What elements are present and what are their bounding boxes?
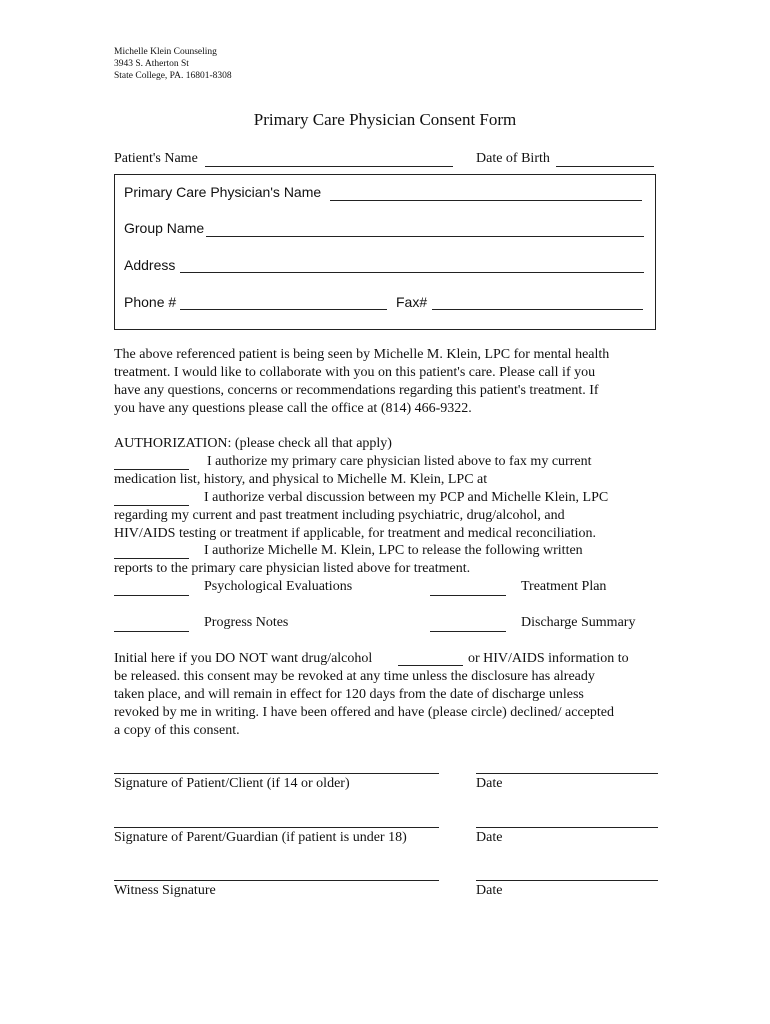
- phone-label: Phone #: [124, 294, 177, 310]
- auth-item-3-line-2: reports to the primary care physician listed above for treatment.: [114, 561, 471, 576]
- initial-line-2: be released. this consent may be revoked at any time unless the disclosure has already: [114, 669, 595, 684]
- auth-item-3-checkbox[interactable]: [114, 558, 189, 559]
- witness-date-line[interactable]: [476, 880, 658, 881]
- witness-date-label: Date: [476, 883, 503, 898]
- practice-name: Michelle Klein Counseling: [114, 47, 217, 57]
- pcp-name-field[interactable]: [330, 200, 642, 201]
- initial-line-1b: or HIV/AIDS information to: [468, 651, 629, 666]
- group-name-field[interactable]: [206, 236, 644, 237]
- patient-date-line[interactable]: [476, 773, 658, 774]
- address-label: Address: [124, 257, 176, 273]
- practice-street: 3943 S. Atherton St: [114, 59, 189, 69]
- auth-item-1-line-1: I authorize my primary care physician listed above to fax my current: [207, 454, 592, 469]
- date-of-birth-field[interactable]: [556, 166, 654, 167]
- initial-line-1a: Initial here if you DO NOT want drug/alcohol: [114, 651, 373, 666]
- auth-item-2-line-2: regarding my current and past treatment including psychiatric, drug/alcohol, and: [114, 508, 565, 523]
- form-title: Primary Care Physician Consent Form: [253, 110, 517, 129]
- discharge-summary-checkbox[interactable]: [430, 631, 506, 632]
- psych-eval-checkbox[interactable]: [114, 595, 189, 596]
- parent-date-label: Date: [476, 830, 503, 845]
- auth-item-1-checkbox[interactable]: [114, 469, 189, 470]
- patient-name-field[interactable]: [205, 166, 453, 167]
- fax-field[interactable]: [432, 309, 643, 310]
- psych-eval-label: Psychological Evaluations: [204, 579, 353, 594]
- auth-item-1-line-2: medication list, history, and physical to Michelle M. Klein, LPC at: [114, 472, 488, 487]
- parent-signature-line[interactable]: [114, 827, 439, 828]
- intro-line-2: treatment. I would like to collaborate with you on this patient's care. Please call if you: [114, 365, 596, 380]
- auth-item-2-line-1: I authorize verbal discussion between my PCP and Michelle Klein, LPC: [204, 490, 609, 505]
- initial-line-3: taken place, and will remain in effect for 120 days from the date of discharge unless: [114, 687, 584, 702]
- witness-signature-label: Witness Signature: [114, 883, 216, 898]
- treatment-plan-label: Treatment Plan: [521, 579, 607, 594]
- fax-label: Fax#: [396, 294, 428, 310]
- address-field[interactable]: [180, 272, 644, 273]
- intro-line-1: The above referenced patient is being seen by Michelle M. Klein, LPC for mental health: [114, 347, 610, 362]
- parent-signature-label: Signature of Parent/Guardian (if patient is under 18): [114, 830, 407, 845]
- intro-line-3: have any questions, concerns or recommendations regarding this patient's treatment. If: [114, 383, 599, 398]
- group-name-label: Group Name: [124, 220, 205, 236]
- auth-item-3-line-1: I authorize Michelle M. Klein, LPC to release the following written: [204, 543, 583, 558]
- patient-signature-label: Signature of Patient/Client (if 14 or older): [114, 776, 350, 791]
- intro-line-4: you have any questions please call the office at (814) 466-9322.: [114, 401, 472, 416]
- witness-signature-line[interactable]: [114, 880, 439, 881]
- initial-field[interactable]: [398, 665, 463, 666]
- initial-line-5: a copy of this consent.: [114, 723, 240, 738]
- practice-city-state-zip: State College, PA. 16801-8308: [114, 71, 232, 81]
- auth-item-2-line-3: HIV/AIDS testing or treatment if applicable, for treatment and medical reconciliation.: [114, 526, 597, 541]
- patient-signature-line[interactable]: [114, 773, 439, 774]
- discharge-summary-label: Discharge Summary: [521, 615, 636, 630]
- patient-date-label: Date: [476, 776, 503, 791]
- treatment-plan-checkbox[interactable]: [430, 595, 506, 596]
- progress-notes-label: Progress Notes: [204, 615, 289, 630]
- auth-item-2-checkbox[interactable]: [114, 505, 189, 506]
- progress-notes-checkbox[interactable]: [114, 631, 189, 632]
- parent-date-line[interactable]: [476, 827, 658, 828]
- date-of-birth-label: Date of Birth: [476, 151, 550, 166]
- phone-field[interactable]: [180, 309, 387, 310]
- patient-name-label: Patient's Name: [114, 151, 198, 166]
- authorization-heading: AUTHORIZATION: (please check all that apply): [114, 436, 392, 451]
- pcp-name-label: Primary Care Physician's Name: [124, 184, 322, 200]
- initial-line-4: revoked by me in writing. I have been offered and have (please circle) declined/ accepted: [114, 705, 615, 720]
